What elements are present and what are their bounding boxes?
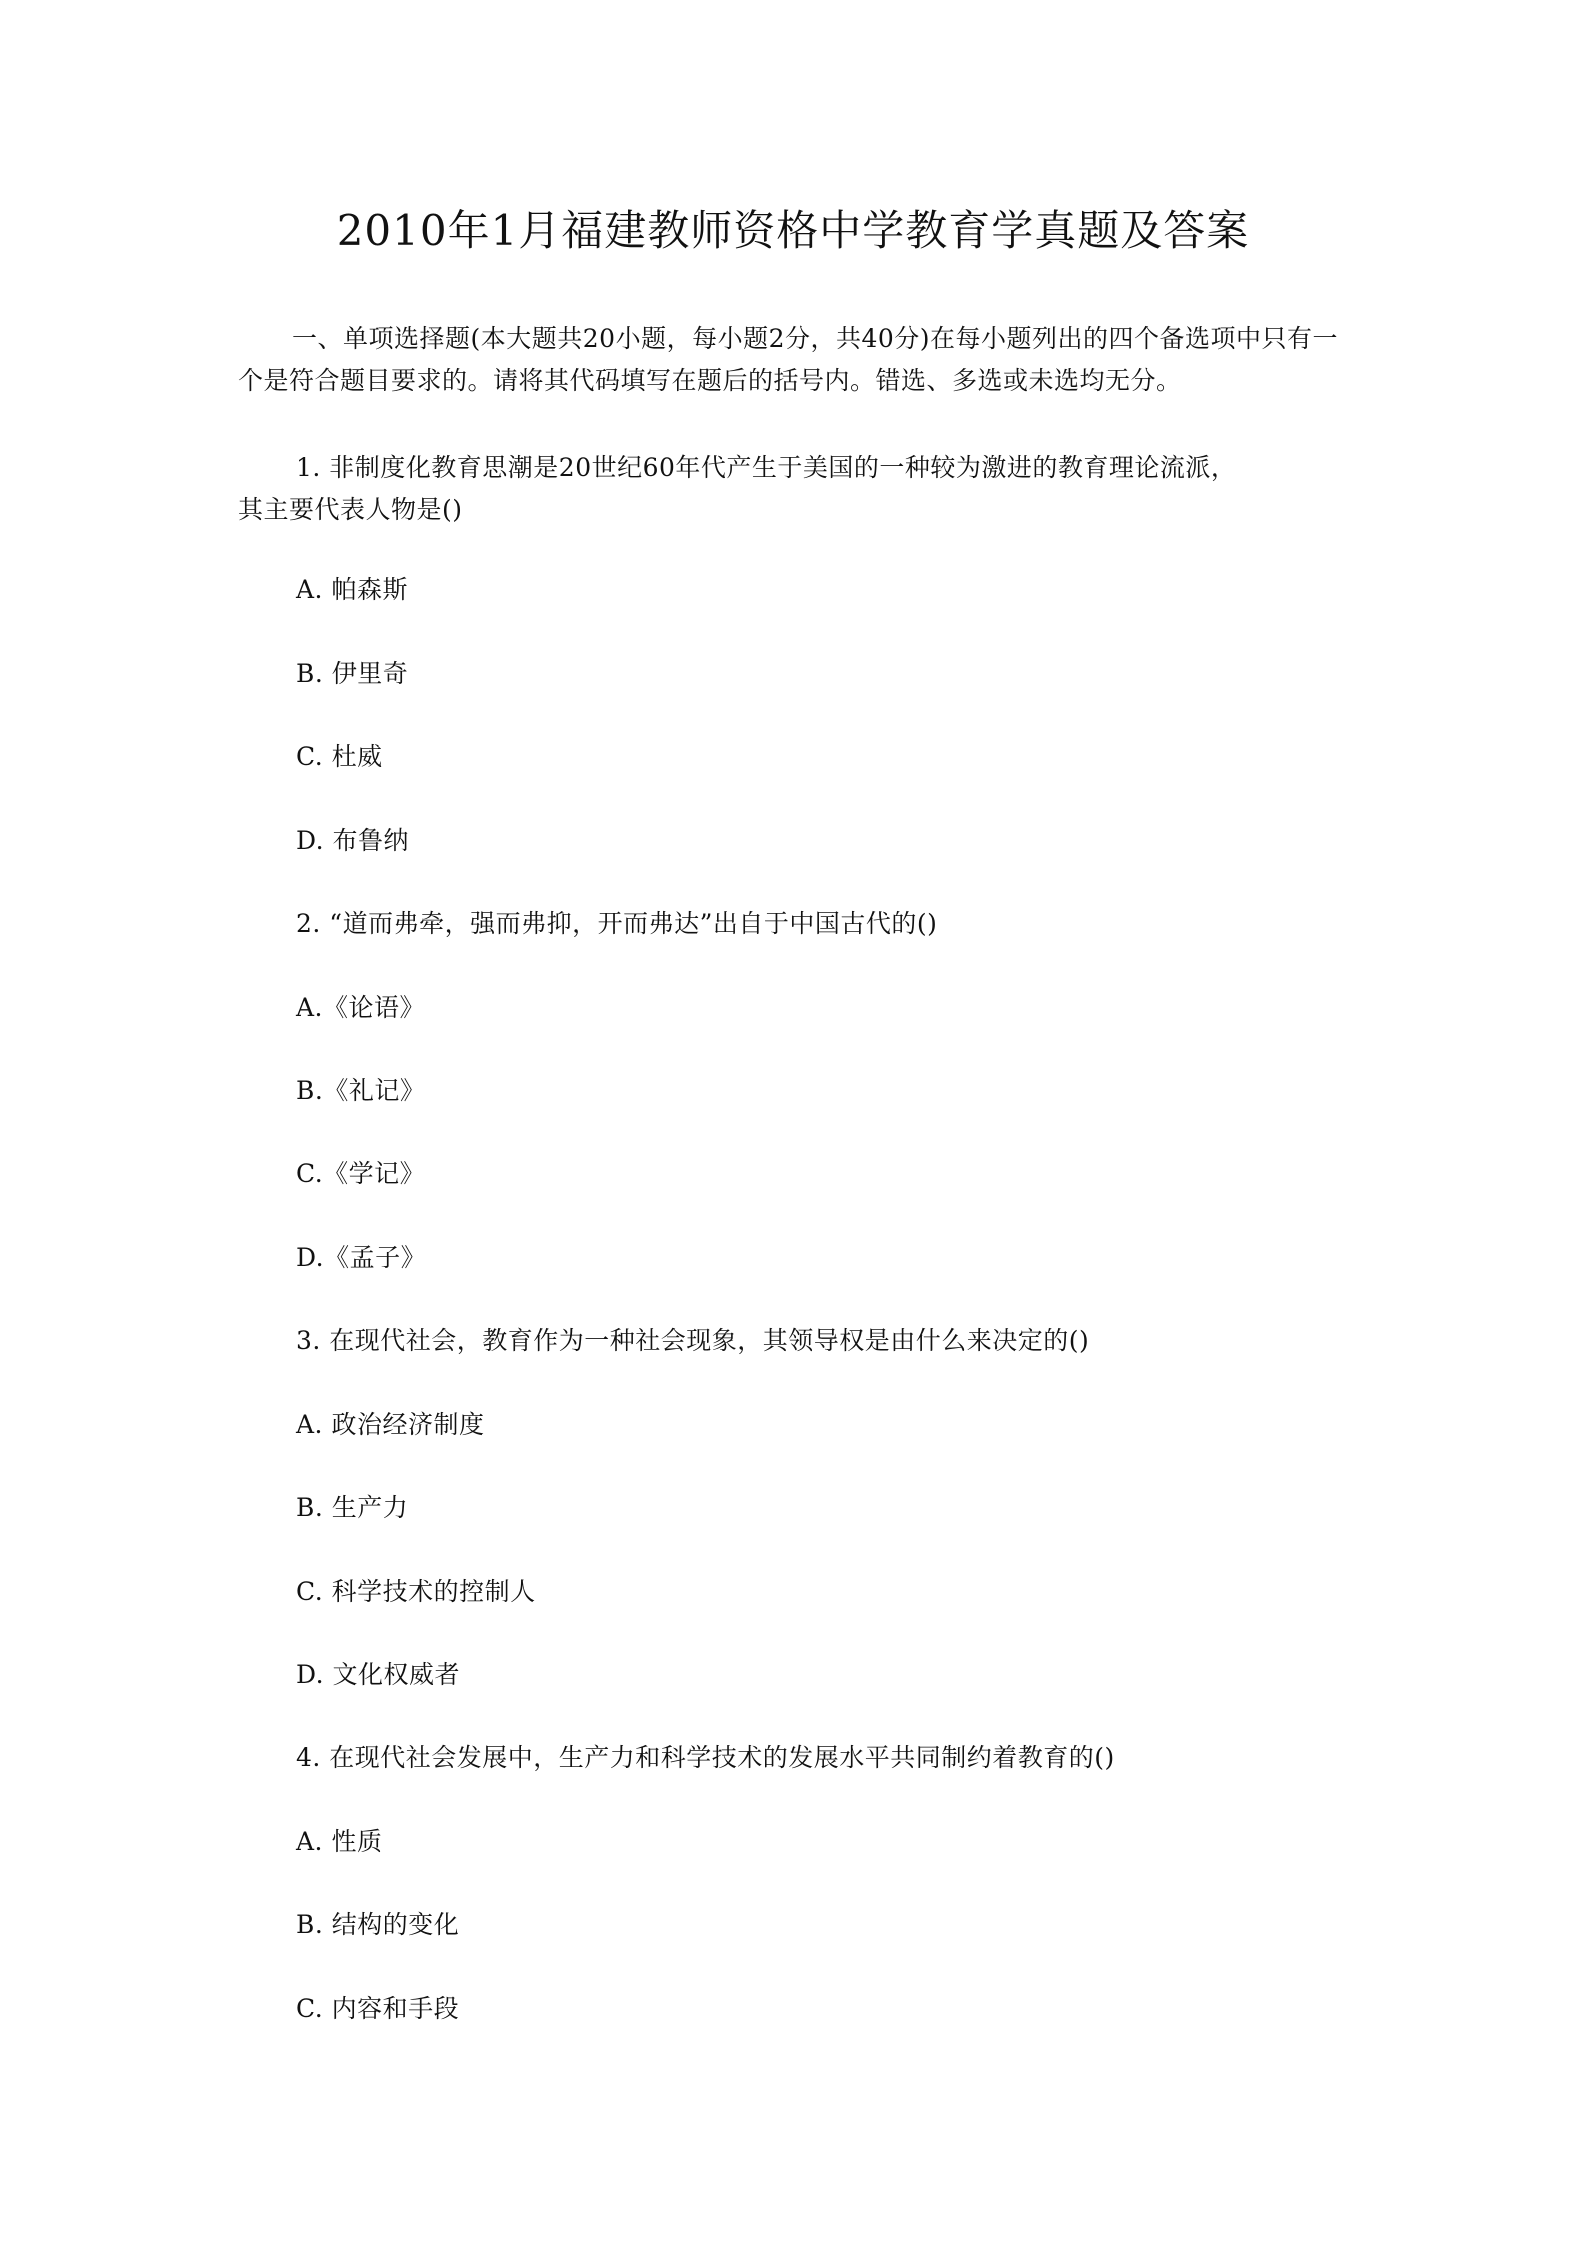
- question-1-option-d: D. 布鲁纳: [296, 826, 410, 855]
- question-3-option-b: B. 生产力: [296, 1493, 409, 1522]
- question-4-option-c: C. 内容和手段: [296, 1994, 460, 2023]
- question-2-option-d: D.《孟子》: [296, 1243, 427, 1272]
- question-3-text: 3. 在现代社会，教育作为一种社会现象，其领导权是由什么来决定的(): [296, 1326, 1090, 1355]
- question-1-option-c: C. 杜威: [296, 742, 383, 771]
- question-4-option-a: A. 性质: [296, 1827, 383, 1856]
- question-2-option-c: C.《学记》: [296, 1159, 426, 1188]
- section-intro: 一、单项选择题(本大题共20小题，每小题2分，共40分)在每小题列出的四个备选项中只有一个是符合题目要求的。请将其代码填写在题后的括号内。错选、多选或未选均无分。: [238, 324, 1339, 395]
- question-1-text-continued: 其主要代表人物是(): [238, 495, 463, 524]
- question-2-text: 2. “道而弗牵，强而弗抑，开而弗达”出自于中国古代的(): [296, 909, 938, 938]
- document-title: 2010年1月福建教师资格中学教育学真题及答案: [336, 206, 1250, 255]
- question-3-option-d: D. 文化权威者: [296, 1660, 461, 1689]
- question-1-option-a: A. 帕森斯: [296, 575, 408, 604]
- question-2-option-a: A.《论语》: [296, 993, 426, 1022]
- question-3-option-c: C. 科学技术的控制人: [296, 1577, 536, 1606]
- question-1-option-b: B. 伊里奇: [296, 659, 409, 688]
- question-1-text: 1. 非制度化教育思潮是20世纪60年代产生于美国的一种较为激进的教育理论流派，: [296, 453, 1237, 482]
- question-3-option-a: A. 政治经济制度: [296, 1410, 485, 1439]
- question-2-option-b: B.《礼记》: [296, 1076, 426, 1105]
- question-4-text: 4. 在现代社会发展中，生产力和科学技术的发展水平共同制约着教育的(): [296, 1743, 1115, 1772]
- question-4-option-b: B. 结构的变化: [296, 1910, 460, 1939]
